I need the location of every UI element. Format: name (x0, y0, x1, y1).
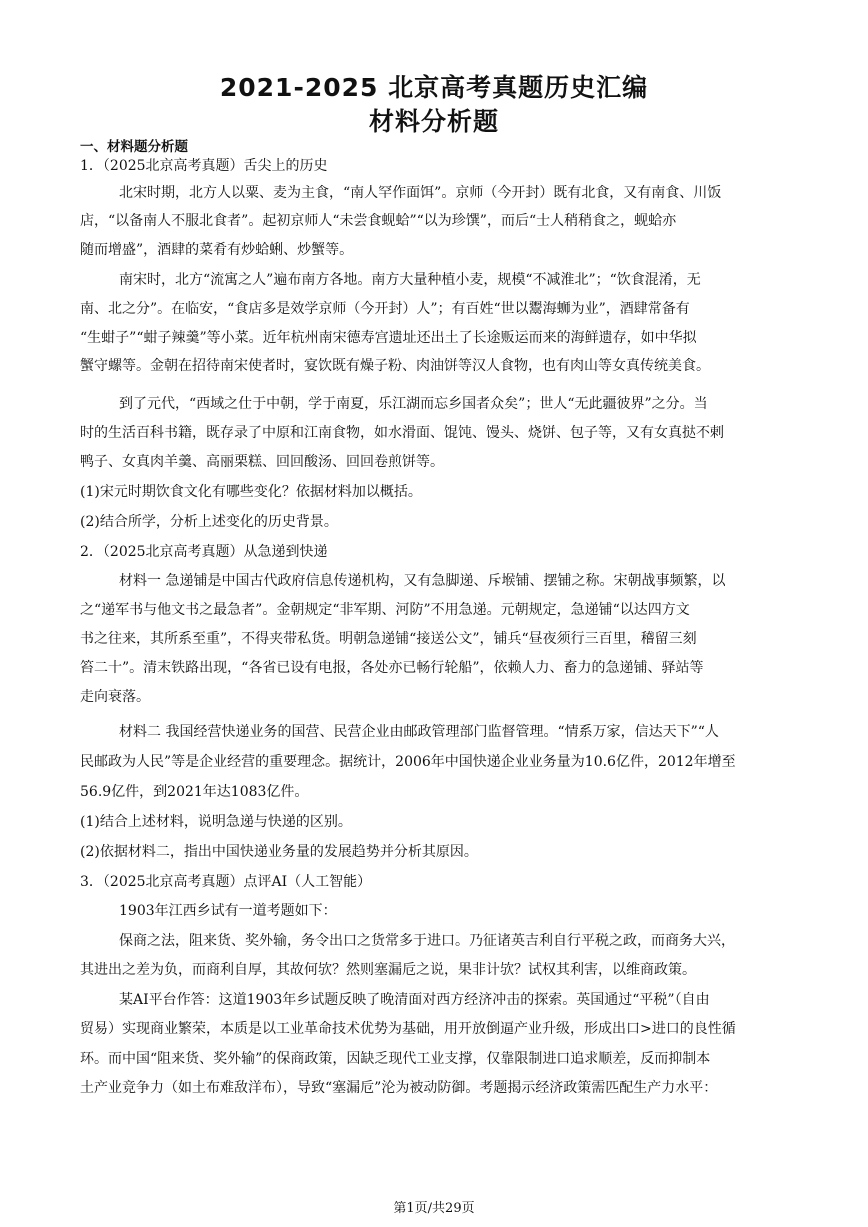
q3-paragraph-line: 其进出之差为负，而商利自厚，其故何欤？然则塞漏卮之说，果非计欤？试权其利害，以维商政策。 (80, 962, 696, 978)
q2-material-line: 笞二十”。清末铁路出现，“各省已设有电报，各处亦已畅行轮船”，依赖人力、畜力的急递铺、驿站等 (80, 660, 704, 676)
q1-paragraph-line: 南宋时，北方“流寓之人”遍布南方各地。南方大量种植小麦，规模“不减淮北”；“饮食混淆，无 (119, 272, 701, 288)
q2-ask-1: (1)结合上述材料，说明急递与快递的区别。 (80, 814, 352, 830)
q1-ask-2: (2)结合所学，分析上述变化的历史背景。 (80, 514, 338, 530)
q2-material-line: 材料二 我国经营快递业务的国营、民营企业由邮政管理部门监督管理。“情系万家，信达天下”“人 (119, 724, 719, 740)
q1-paragraph-line: 蟹守螺等。金朝在招待南宋使者时，宴饮既有燥子粉、肉油饼等汉人食物，也有肉山等女真传统美食。 (80, 358, 710, 374)
q3-paragraph-line: 1903年江西乡试有一道考题如下： (119, 903, 337, 919)
document-subtitle: 材料分析题 (368, 107, 499, 136)
q3-paragraph-line: 某AI平台作答：这道1903年乡试题反映了晚清面对西方经济冲击的探索。英国通过“平税”（自由 (119, 992, 710, 1008)
q1-paragraph-line: 随而增盛”，酒肆的菜肴有炒蛤蜊、炒蟹等。 (80, 242, 354, 258)
question-1-heading: 1．（2025北京高考真题）舌尖上的历史 (80, 158, 328, 174)
q1-paragraph-line: “生蚶子”“蚶子辣羹”等小菜。近年杭州南宋德寿宫遗址还出土了长途贩运而来的海鲜遗存，如中华拟 (80, 330, 697, 346)
document-title: 2021-2025 北京高考真题历史汇编 (219, 73, 649, 102)
q1-paragraph-line: 北宋时期，北方人以粟、麦为主食，“南人罕作面饵”。京师（今开封）既有北食，又有南食、川饭 (119, 185, 722, 201)
q1-paragraph-line: 南、北之分”。在临安，“食店多是效学京师（今开封）人”；有百姓“世以鬻海蛳为业”，酒肆常备有 (80, 301, 690, 317)
q2-material-line: 走向衰落。 (80, 689, 150, 705)
q1-paragraph-line: 时的生活百科书籍，既存录了中原和江南食物，如水滑面、馄饨、馒头、烧饼、包子等，又有女真挞不剌 (80, 425, 724, 441)
question-2-heading: 2．（2025北京高考真题）从急递到快递 (80, 544, 328, 560)
q2-ask-2: (2)依据材料二，指出中国快递业务量的发展趋势并分析其原因。 (80, 844, 478, 860)
page-number: 第1页/共29页 (393, 1201, 475, 1216)
q1-paragraph-line: 到了元代，“西域之仕于中朝，学于南夏，乐江湖而忘乡国者众矣”；世人“无此疆彼界”之分。当 (119, 396, 708, 412)
q1-ask-1: (1)宋元时期饮食文化有哪些变化？依据材料加以概括。 (80, 484, 422, 500)
q2-material-line: 之“递军书与他文书之最急者”。金朝规定“非军期、河防”不用急递。元朝规定，急递铺“以达四方文 (80, 602, 690, 618)
q2-material-line: 书之往来，其所系至重”，不得夹带私货。明朝急递铺“接送公文”，铺兵“昼夜须行三百里，稽留三刻 (80, 631, 697, 647)
q2-material-line: 民邮政为人民”等是企业经营的重要理念。据统计，2006年中国快递企业业务量为10.6亿件，2012年增至 (80, 754, 736, 770)
q3-paragraph-line: 保商之法，阻来货、奖外输，务令出口之货常多于进口。乃征诸英吉利自行平税之政，而商务大兴， (119, 933, 735, 949)
q3-paragraph-line: 贸易）实现商业繁荣，本质是以工业革命技术优势为基础，用开放倒逼产业升级，形成出口>进口的良性循 (80, 1021, 736, 1037)
q1-paragraph-line: 店，“以备南人不服北食者”。起初京师人“未尝食蚬蛤”“以为珍馔”，而后“士人稍稍食之，蚬蛤亦 (80, 213, 677, 229)
q3-paragraph-line: 土产业竞争力（如土布难敌洋布），导致“塞漏卮”沦为被动防御。考题揭示经济政策需匹配生产力水平： (80, 1080, 718, 1096)
section-heading: 一、材料题分析题 (80, 139, 188, 155)
q2-material-line: 材料一 急递铺是中国古代政府信息传递机构，又有急脚递、斥堠铺、摆铺之称。宋朝战事频繁，以 (119, 573, 726, 589)
q3-paragraph-line: 环。而中国“阻来货、奖外输”的保商政策，因缺乏现代工业支撑，仅靠限制进口追求顺差，反而抑制本 (80, 1051, 711, 1067)
q1-paragraph-line: 鸭子、女真肉羊羹、高丽栗糕、回回酸汤、回回卷煎饼等。 (80, 454, 444, 470)
question-3-heading: 3．（2025北京高考真题）点评AI（人工智能） (80, 874, 372, 890)
q2-material-line: 56.9亿件，到2021年达1083亿件。 (80, 784, 309, 800)
